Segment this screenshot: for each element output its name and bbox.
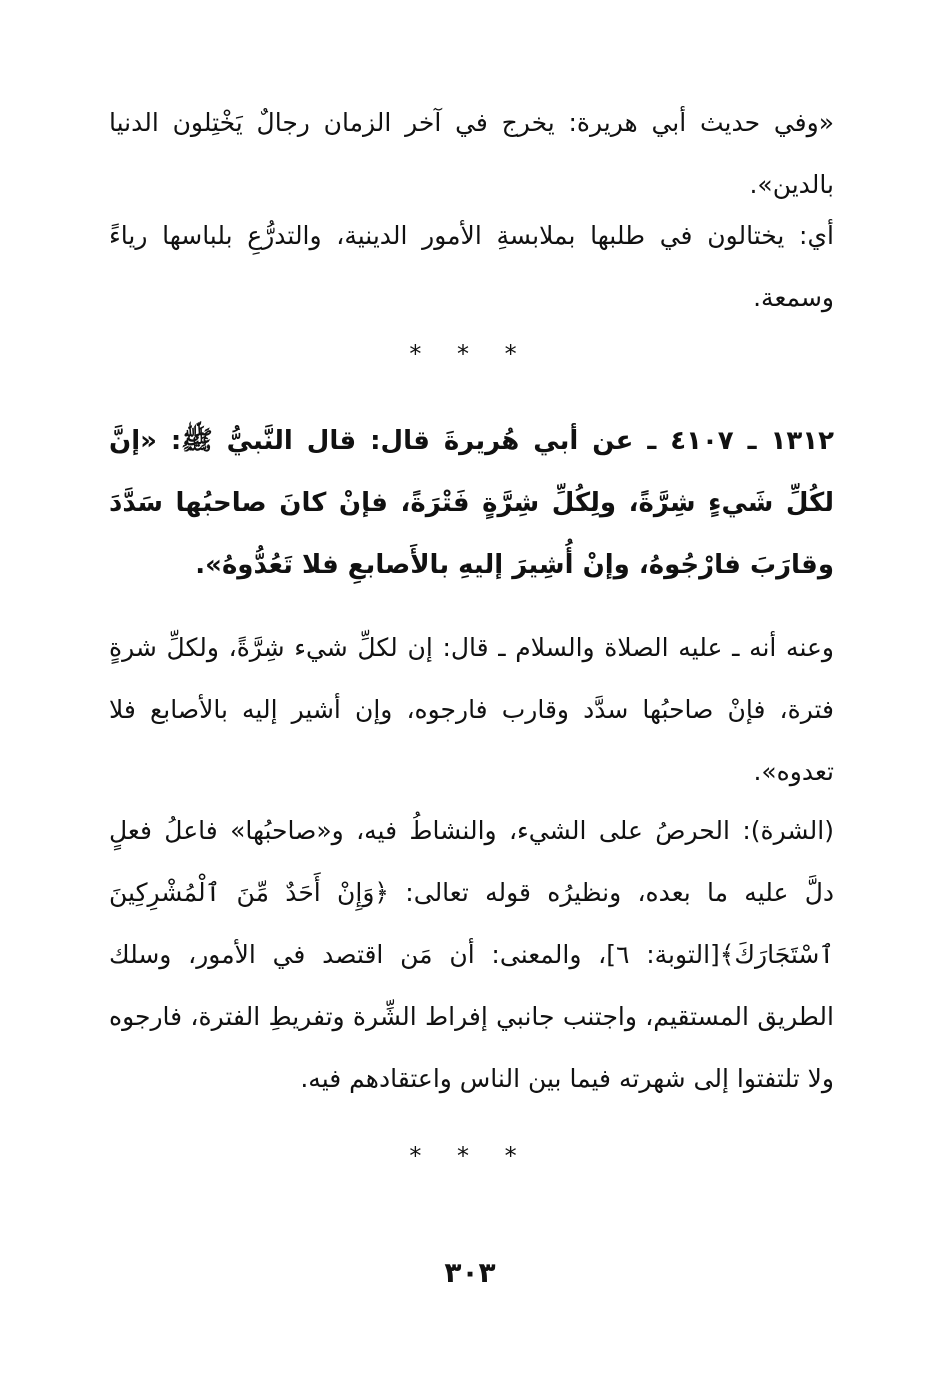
hadith-text [109,410,834,596]
paragraph-text: «وفي حديث أبي هريرة: يخرج في آخر الزمان رجالٌ يَخْتِلون الدنيا بالدين». [109,108,834,199]
section-separator: * * * [409,340,531,368]
paragraph-hadith-abu-hurayra-quote [109,92,834,216]
commentary-narration [109,617,834,803]
section-separator: * * * [409,1142,531,1170]
paragraph-text: (الشرة): الحرصُ على الشيء، والنشاطُ فيه، و«صاحبُها» فاعلُ فعلٍ دلَّ عليه ما بعده، ونظيرُه قوله تعالى: ﴿وَإِنْ أَحَدٌ مِّنَ ٱلْمُشْرِكِينَ ٱسْتَجَارَكَ﴾[التوبة: ٦]، والمعنى: أن مَن اقتصد في الأمور، وسلك الطريق المستقيم، واجتنب جانبي إفراط الشِّرة وتفريطِ الفترة، فارجوه ولا تلتفتوا إلى شهرته فيما بين الناس واعتقادهم فيه. [109,816,834,1093]
commentary-explanation [109,800,834,1110]
page-number: ٣٠٣ [444,1256,496,1289]
hadith-paragraph: ١٣١٢ ـ ٤١٠٧ ـ عن أبي هُريرةَ قال: قال النَّبيُّ ﷺ: «إنَّ لكُلِّ شَيءٍ شِرَّةً، ولِكُلِّ شِرَّةٍ فَتْرَةً، فإنْ كانَ صاحبُها سَدَّدَ وقارَبَ فارْجُوهُ، وإنْ أُشِيرَ إليهِ بالأَصابعِ فلا تَعُدُّوهُ». [109,426,834,580]
paragraph-text: أي: يختالون في طلبها بملابسةِ الأمور الدينية، والتدرُّعِ بلباسها رياءً وسمعة. [109,221,834,312]
paragraph-text: وعنه أنه ـ عليه الصلاة والسلام ـ قال: إن لكلِّ شيء شِرَّةً، ولكلِّ شرةٍ فترة، فإنْ صاحبُها سدَّد وقارب فارجوه، وإن أشير إليه بالأصابع فلا تعدوه». [109,633,834,786]
paragraph-explanation [109,205,834,329]
